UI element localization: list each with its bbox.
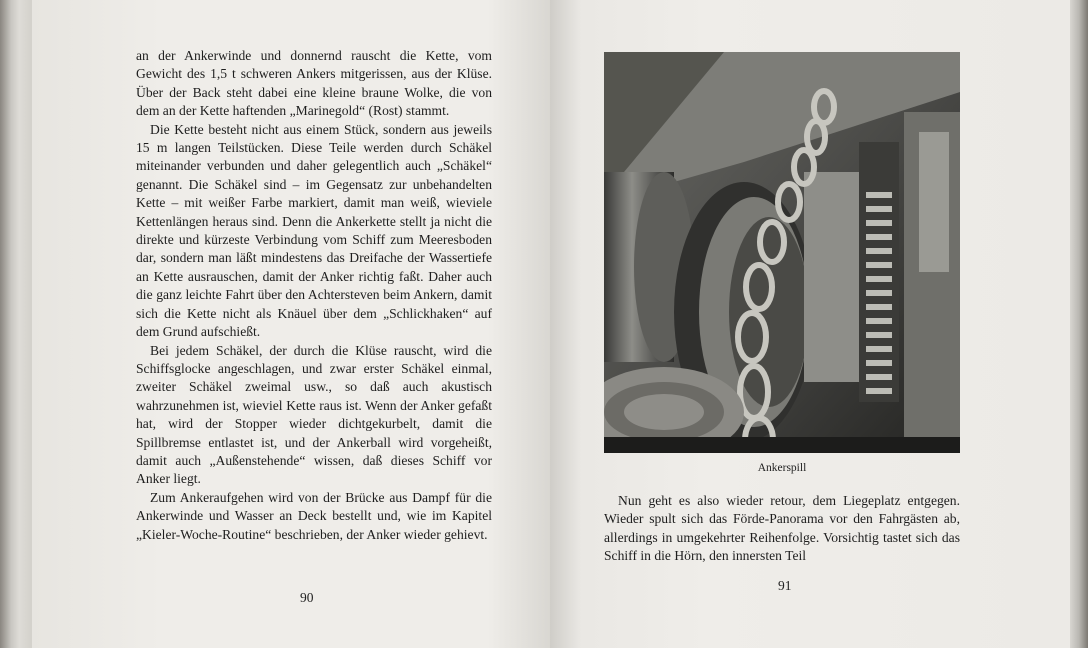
book-edge-right bbox=[1070, 0, 1088, 648]
photo-illustration bbox=[604, 52, 960, 453]
paragraph: Die Kette besteht nicht aus einem Stück, sondern aus jeweils 15 m langen Teilstücken. Diese Teile werden durch Schäkel miteinander verbunden und daher gelegentlich auch „Schäkel“ genannt. Die Schäkel sind – im Gegensatz zur unbehandelten Kette – mit weißer Farbe markiert, damit man weiß, wieviele Kettenlängen heraus sind. Denn die Ankerkette stellt ja nicht die direkte und kürzeste Verbindung vom Schiff zum Meeresboden dar, sondern man läßt mindestens das Dreifache der Wassertiefe an Kette ausrauschen, damit der Anker richtig faßt. Daher auch die ganz leichte Fahrt über den Achtersteven beim Ankern, damit sich die Kette nicht als Knäuel über dem „Schlickhaken“ auf dem Grund aufschießt. bbox=[136, 121, 492, 340]
page-number-left: 90 bbox=[300, 590, 314, 605]
paragraph: Nun geht es also wieder retour, dem Liegeplatz entgegen. Wieder spult sich das Förde-Panorama vor den Fahrgästen ab, allerdings in umgekehrter Reihenfolge. Vorsichtig tastet sich das Schiff in die Hörn, den innersten Teil bbox=[604, 493, 960, 564]
paragraph: an der Ankerwinde und donnernd rauscht die Kette, vom Gewicht des 1,5 t schweren Ankers mitgerissen, aus der Klüse. Über der Back steht dabei eine kleine braune Wolke, die von dem an der Kette haftenden „Marinegold“ (Rost) stammt. bbox=[136, 48, 492, 119]
page-number-right: 91 bbox=[778, 578, 792, 593]
paragraph: Bei jedem Schäkel, der durch die Klüse rauscht, wird die Schiffsglocke angeschlagen, und zwar erster Schäkel einmal, zweiter Schäkel zweimal usw., so daß auch akustisch wahrzunehmen ist, wieviel Kette raus ist. Wenn der Anker gefaßt hat, wird der Stopper wieder dichtgekurbelt, damit die Spillbremse entlastet ist, und der Ankerball wird vorgeheißt, damit auch „Außenstehende“ wissen, daß dieses Schiff vor Anker liegt. bbox=[136, 342, 492, 487]
left-page-text bbox=[136, 47, 492, 544]
photo-caption: Ankerspill bbox=[757, 462, 807, 474]
right-page-text bbox=[604, 492, 960, 566]
paragraph: Zum Ankeraufgehen wird von der Brücke aus Dampf für die Ankerwinde und Wasser an Deck bestellt und, wie im Kapitel „Kieler-Woche-Routine“ beschrieben, der Anker wieder gehievt. bbox=[136, 489, 492, 542]
anchor-windlass-photo bbox=[604, 52, 960, 453]
book-edge-left bbox=[0, 0, 32, 648]
